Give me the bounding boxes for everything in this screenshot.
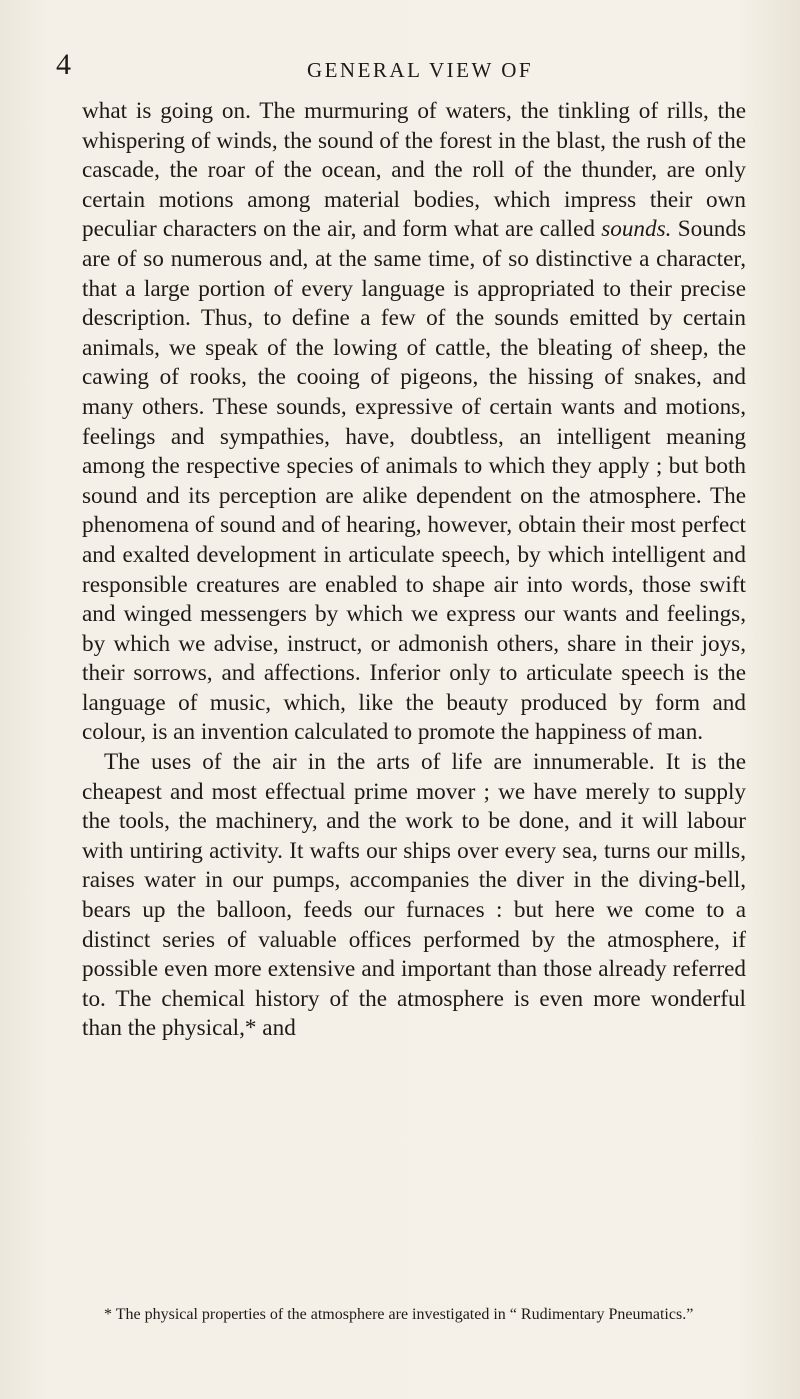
page-number: 4	[56, 48, 71, 81]
emphasis-sounds: sounds.	[601, 216, 672, 243]
paragraph-1-text-a: what is going on. The murmuring of waters, the tinkling of rills, the whispering of winds, the sound of the forest in the blast, the rush of the cascade, the roar of the ocean, and the roll of the thunder, are only certain motions among material bodies, which impress their own peculiar characters on the air, and form what are called	[82, 98, 746, 243]
paragraph-2: The uses of the air in the arts of life are innumerable. It is the cheapest and most effectual prime mover ; we have merely to supply the tools, the machinery, and the work to be done, and it will labour with untiring activity. It wafts our ships over every sea, turns our mills, raises water in our pumps, accompanies the diver in the diving-bell, bears up the balloon, feeds our furnaces : but here we come to a distinct series of valuable offices performed by the atmosphere, if possible even more extensive and important than those already referred to. The chemical history of the atmosphere is even more wonderful than the physical,* and	[82, 749, 746, 1042]
page-header	[50, 48, 750, 88]
paragraph-1-text-b: Sounds are of so numerous and, at the same time, of so distinctive a character, that a large portion of every language is appropriated to their precise description. Thus, to define a few of the sounds emitted by certain animals, we speak of the lowing of cattle, the bleating of sheep, the cawing of rooks, the cooing of pigeons, the hissing of snakes, and many others. These sounds, expressive of certain wants and motions, feelings and sympathies, have, doubtless, an intelligent meaning among the respective species of animals to which they apply ; but both sound and its perception are alike dependent on the atmosphere. The phenomena of sound and of hearing, however, obtain their most perfect and exalted development in articulate speech, by which intelligent and responsible creatures are enabled to shape air into words, those swift and winged messengers by which we express our wants and feelings, by which we advise, instruct, or admonish others, share in their joys, their sorrows, and affections. Inferior only to articulate speech is the language of music, which, like the beauty produced by form and colour, is an invention calculated to promote the happiness of man.	[82, 216, 746, 746]
body-text	[82, 97, 746, 1044]
running-head: GENERAL VIEW OF	[306, 58, 534, 82]
footnote: * The physical properties of the atmosphere are investigated in “ Rudimentary Pneumatics.”	[104, 1306, 694, 1323]
paragraph-1	[82, 97, 746, 748]
